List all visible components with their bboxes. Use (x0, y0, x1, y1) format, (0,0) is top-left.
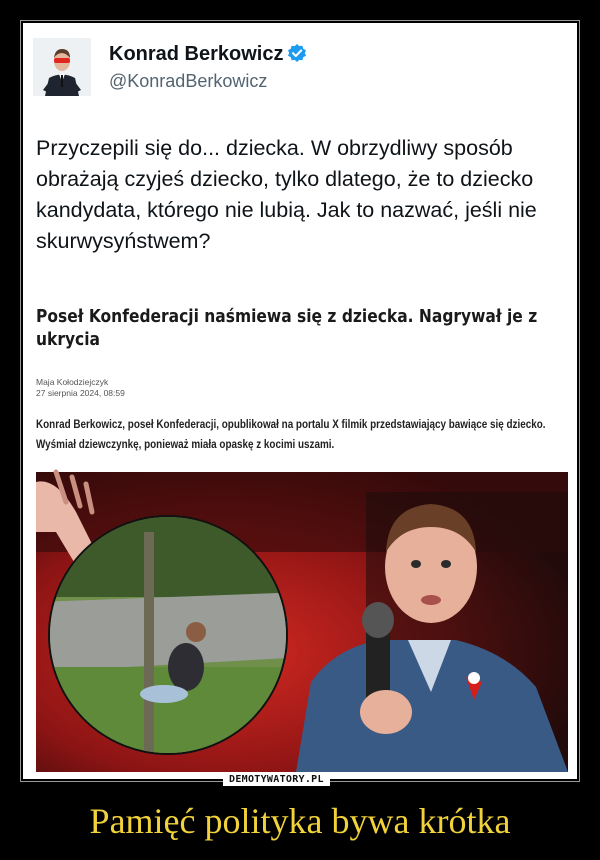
avatar[interactable] (33, 38, 91, 96)
verified-badge-icon (287, 43, 307, 69)
tweet-screenshot-card (23, 23, 577, 785)
article-lead: Konrad Berkowicz, poseł Konfederacji, opublikował na portalu X filmik przedstawiający bawiące się dziecko. Wyśmiał dziewczynkę, ponieważ miała opaskę z kocimi uszami. (36, 419, 546, 451)
article-photo (36, 472, 568, 772)
article-meta (36, 377, 125, 399)
article-date: 27 sierpnia 2024, 08:59 (36, 388, 125, 398)
tweet-text: Przyczepili się do... dziecka. W obrzydliwy sposób obrażają czyjeś dziecko, tylko dlatego, że to dziecko kandydata, którego nie lubią. Jak to nazwać, jeśli nie skurwysyństwem? (36, 136, 537, 253)
author-name[interactable]: Konrad Berkowicz (109, 43, 307, 69)
article-byline: Maja Kołodziejczyk (36, 377, 109, 387)
author-handle[interactable]: @KonradBerkowicz (109, 71, 268, 91)
demotivator-caption: Pamięć polityka bywa krótka (89, 801, 511, 841)
article-headline: Poseł Konfederacji naśmiewa się z dziecka. Nagrywał je z ukrycia (36, 306, 538, 350)
watermark: DEMOTYWATORY.PL (223, 773, 330, 786)
